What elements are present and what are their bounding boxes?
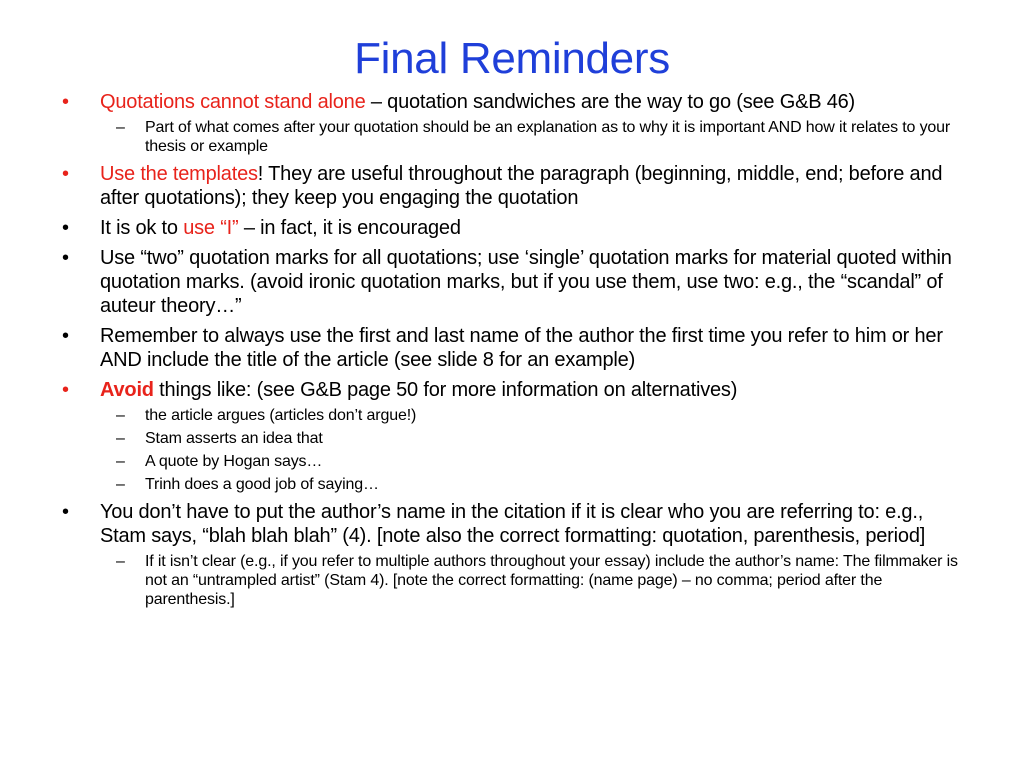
- sub-item-text: Part of what comes after your quotation should be an explanation as to why it is important AND how it relates to your thesis or example: [145, 119, 951, 155]
- sub-item: [100, 452, 962, 471]
- bullet-text-pre: It is ok to: [100, 217, 184, 239]
- bullet-dot-icon: •: [62, 325, 69, 347]
- bullet-highlight: Quotations cannot stand alone: [100, 91, 366, 113]
- sub-list: [100, 552, 962, 609]
- bullet-item-quotations: [62, 90, 962, 156]
- sub-item-text: Stam asserts an idea that: [145, 430, 323, 447]
- dash-icon: –: [116, 430, 125, 447]
- slide-title: Final Reminders: [354, 34, 670, 83]
- bullet-item-templates: [62, 162, 962, 210]
- bullet-item-avoid: [62, 378, 962, 494]
- bullet-text: ! They are useful throughout the paragraph (beginning, middle, end; before and after quotations); they keep you engaging the quotation: [100, 163, 943, 209]
- bullet-dot-icon: •: [62, 247, 69, 269]
- bullet-dot-icon: •: [62, 217, 69, 239]
- bullet-dot-icon: •: [62, 91, 69, 113]
- dash-icon: –: [116, 407, 125, 424]
- bullet-dot-icon: •: [62, 163, 69, 185]
- sub-item: [100, 475, 962, 494]
- sub-item-text: If it isn’t clear (e.g., if you refer to multiple authors throughout your essay) include the author’s name: The filmmaker is not an “untrampled artist” (Stam 4). [note the correct formatting: (name page) – no comma; period after the parenthesis.]: [145, 553, 958, 608]
- sub-item-text: the article argues (articles don’t argue!): [145, 407, 417, 424]
- bullet-item-author-name: [62, 324, 962, 372]
- dash-icon: –: [116, 119, 125, 136]
- sub-item: [100, 552, 962, 609]
- sub-list: [100, 118, 962, 156]
- bullet-item-citation: [62, 500, 962, 609]
- sub-list: [100, 406, 962, 494]
- sub-item: [100, 118, 962, 156]
- bullet-item-use-i: [62, 216, 962, 240]
- bullet-text: Use “two” quotation marks for all quotations; use ‘single’ quotation marks for material quoted within quotation marks. (avoid ironic quotation marks, but if you use them, use two: e.g., the “scandal” of auteur theory…”: [100, 247, 952, 317]
- sub-item: [100, 429, 962, 448]
- bullet-text: things like: (see G&B page 50 for more information on alternatives): [153, 379, 738, 401]
- sub-item-text: Trinh does a good job of saying…: [145, 476, 379, 493]
- bullet-highlight: Use the templates: [100, 163, 258, 185]
- dash-icon: –: [116, 453, 125, 470]
- dash-icon: –: [116, 476, 125, 493]
- bullet-dot-icon: •: [62, 501, 69, 523]
- sub-item-text: A quote by Hogan says…: [145, 453, 323, 470]
- dash-icon: –: [116, 553, 125, 570]
- bullet-text: – in fact, it is encouraged: [238, 217, 461, 239]
- bullet-text: You don’t have to put the author’s name in the citation if it is clear who you are referring to: e.g., Stam says, “blah blah blah” (4). [note also the correct formatting: quotation, parenthesis, period]: [100, 501, 926, 547]
- bullet-text: Remember to always use the first and last name of the author the first time you refer to him or her AND include the title of the article (see slide 8 for an example): [100, 325, 943, 371]
- bullet-text: – quotation sandwiches are the way to go (see G&B 46): [365, 91, 856, 113]
- bullet-dot-icon: •: [62, 379, 69, 401]
- bullet-item-quotation-marks: [62, 246, 962, 318]
- bullet-highlight: use “I”: [183, 217, 239, 239]
- bullet-highlight: Avoid: [100, 379, 154, 401]
- sub-item: [100, 406, 962, 425]
- bullet-list: [62, 90, 962, 609]
